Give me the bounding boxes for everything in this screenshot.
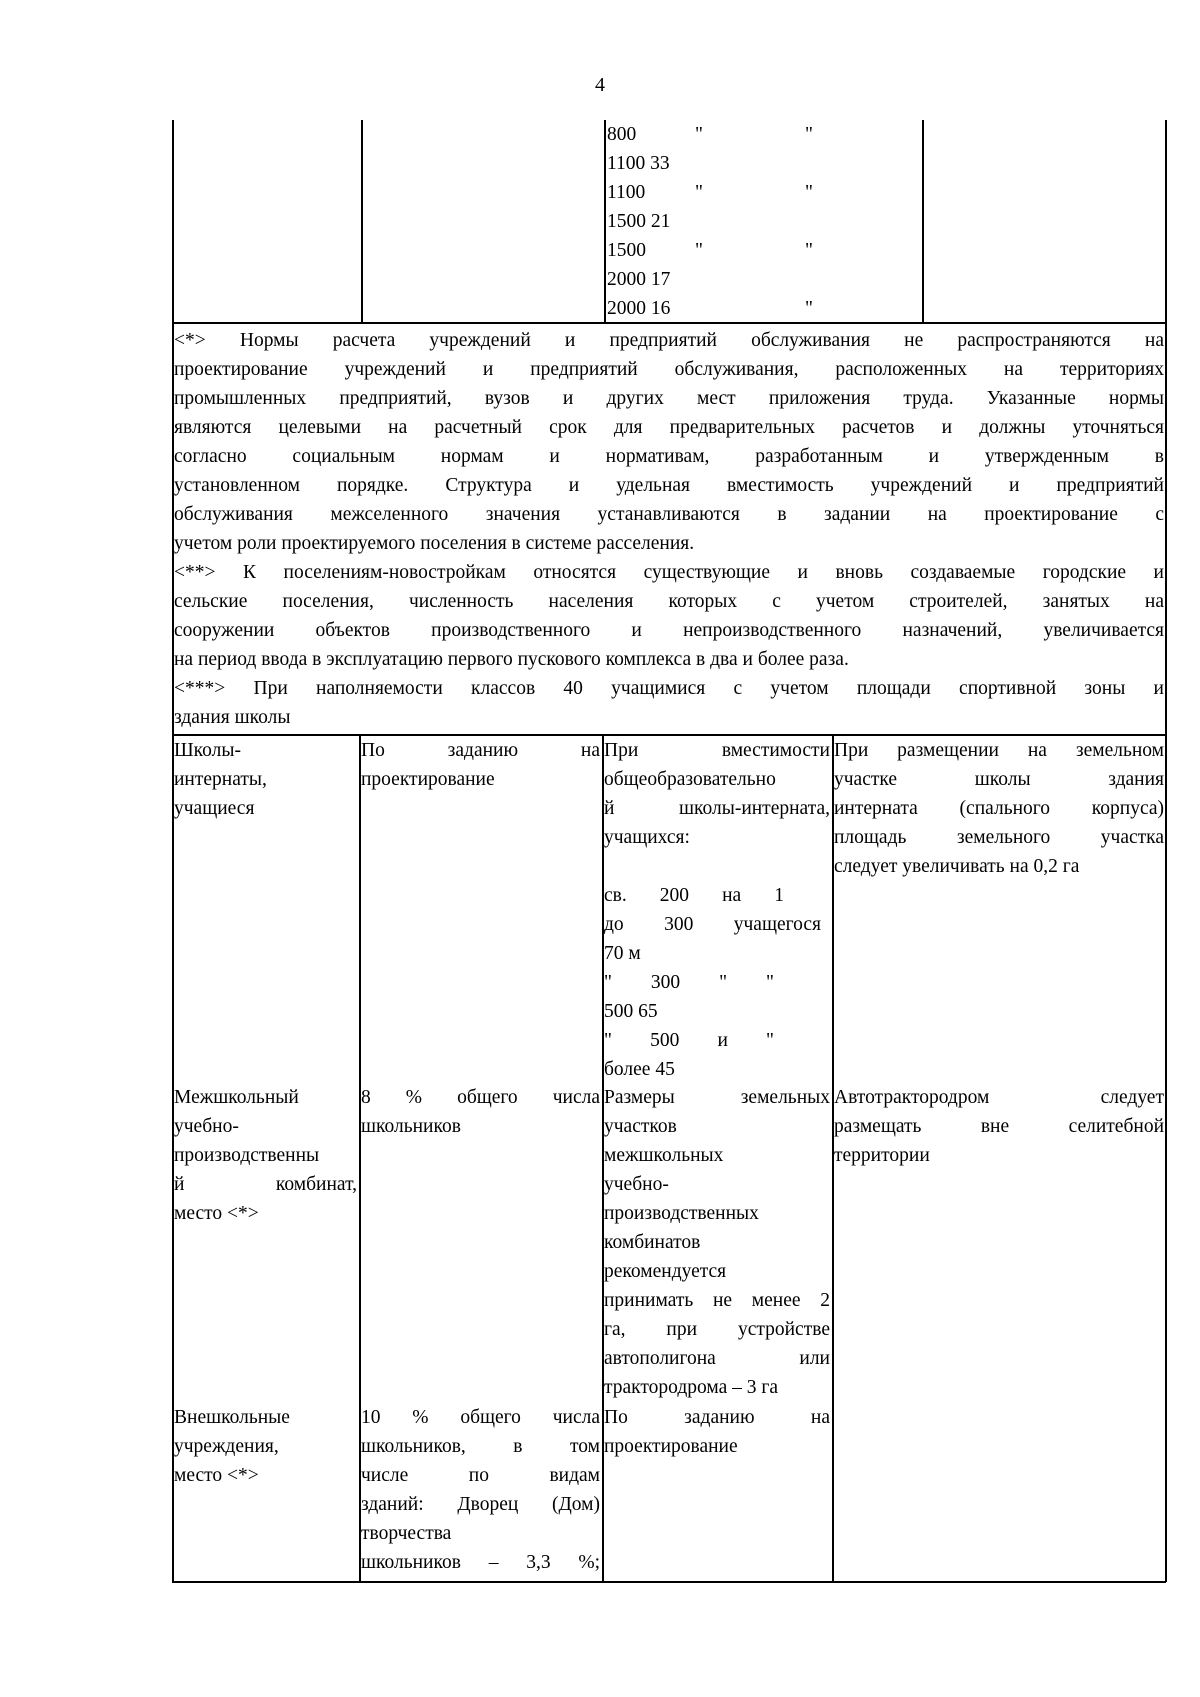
row-1-notes: При размещении на земельном участке школы здания интерната (спального корпуса) площадь земельного участка следует увеличивать на 0,2 га bbox=[834, 740, 1164, 877]
row-2-land-size: Размеры земельных участков межшкольных учебно- производственных комбинатов рекомендуется принимать не менее 2 га, при устройстве автополигона или трактородрома – 3 га bbox=[604, 1087, 830, 1398]
note-line: <**> К поселениям-новостройкам относятся существующие и вновь создаваемые городские и bbox=[174, 562, 1164, 583]
row-2-name: Межшкольный учебно- производственны й комбинат, место <*> bbox=[174, 1087, 357, 1224]
note-line: сооружении объектов производственного и непроизводственного назначений, увеличивается bbox=[174, 620, 1164, 641]
note-line: обслуживания межселенного значения устанавливаются в задании на проектирование с bbox=[174, 504, 1164, 525]
table-border-right bbox=[1165, 120, 1167, 1582]
note-line: согласно социальным нормам и нормативам, разработанным и утвержденным в bbox=[174, 446, 1164, 467]
note-line: <***> При наполняемости классов 40 учащимися с учетом площади спортивной зоны и bbox=[174, 678, 1164, 699]
row-3-name: Внешкольные учреждения, место <*> bbox=[174, 1407, 290, 1486]
note-line: промышленных предприятий, вузов и других мест приложения труда. Указанные нормы bbox=[174, 388, 1164, 409]
col-divider-1-top bbox=[361, 120, 363, 322]
row-1-name: Школы- интернаты, учащиеся bbox=[174, 740, 267, 819]
capacity-list: 800 " " 1100 33 1100 " " 1500 21 1500 " " 2000 17 2000 16 " bbox=[607, 124, 813, 319]
row-1-land-size: При вместимости общеобразовательно й школы-интерната, учащихся: св. 200 на 1 до 300 учащегося 70 м " 300 " " 500 65 " 500 и " более 45 bbox=[604, 740, 830, 1080]
note-line: на период ввода в эксплуатацию первого пускового комплекса в два и более раза. bbox=[174, 649, 849, 670]
note-line: установленном порядке. Структура и удельная вместимость учреждений и предприятий bbox=[174, 475, 1164, 496]
page-number: 4 bbox=[595, 74, 605, 96]
table-border-bottom bbox=[172, 1581, 1166, 1583]
row-1-norm: По заданию на проектирование bbox=[361, 740, 600, 790]
note-line: здания школы bbox=[174, 707, 291, 728]
col-divider-3-top bbox=[922, 120, 924, 322]
note-line: сельские поселения, численность населения которых с учетом строителей, занятых на bbox=[174, 591, 1164, 612]
note-line: проектирование учреждений и предприятий обслуживания, расположенных на территориях bbox=[174, 359, 1164, 380]
col-divider-2-top bbox=[604, 120, 606, 322]
note-line: являются целевыми на расчетный срок для предварительных расчетов и должны уточняться bbox=[174, 417, 1164, 438]
row-3-land-size: По заданию на проектирование bbox=[604, 1407, 830, 1457]
footnotes bbox=[174, 326, 1164, 732]
note-line: <*> Нормы расчета учреждений и предприятий обслуживания не распространяются на bbox=[174, 330, 1164, 351]
row-2-norm: 8 % общего числа школьников bbox=[361, 1087, 600, 1137]
row-3-norm: 10 % общего числа школьников, в том числе по видам зданий: Дворец (Дом) творчества школьников – 3,3 %; bbox=[361, 1407, 600, 1573]
row-2-notes: Автотрактородром следует размещать вне селитебной территории bbox=[834, 1087, 1164, 1166]
note-line: учетом роли проектируемого поселения в системе расселения. bbox=[174, 533, 695, 554]
